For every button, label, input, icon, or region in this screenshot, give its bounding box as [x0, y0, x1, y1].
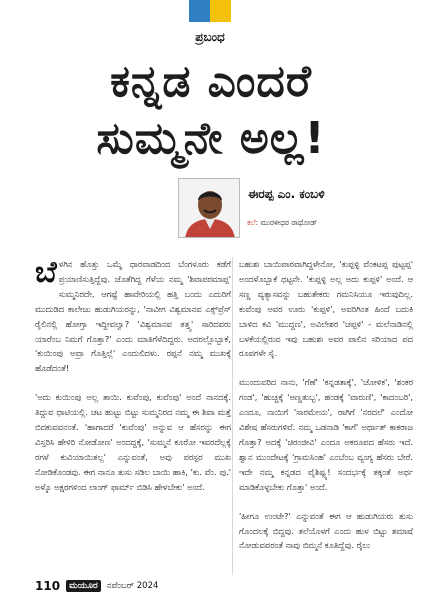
drop-cap: ಬೆ [35, 257, 57, 290]
author-portrait-icon [179, 179, 240, 238]
column-divider [232, 257, 233, 575]
paragraph: ಬಹುಶಃ ಬಾಯಿಪಾಠವಾಗಿದ್ದಳೇನೋ, 'ಕುಪ್ಪಳ್ಳಿ ವೆಂಕಟಪ್ಪ ಪುಟ್ಟಪ್ಪ' ಅಂದಳೊಬ್ಬಾಕೆ ಥಟ್ಟನೇ. 'ಕುಪ್ಪಳ್ಳಿ ಅಲ್ಲ ಅದು ಕುಪ್ಪಳಿ' ಅಂದೆ. ಆ ಸಣ್ಣ ವ್ಯತ್ಯಾಸವನ್ನು ಬಹುತೇಕರು ಗಮನಿಸಿಯೂ ಇರುವುದಿಲ್ಲ. ಕುವೆಂಪು ಅವರ ಊರು 'ಕುಪ್ಪಳಿ', ಅವರಿಗಿಂತ ಹಿಂದೆ ಬದುಕಿ ಬಾಳಿದ ಕವಿ 'ಮುದ್ದಣ', ಅವಿಲೇಶರ 'ಚಪ್ಪಳಿ' - ಮಲೆನಾಡಿನಲ್ಲಿ ಬಳಕೆಯಲ್ಲಿರುವ ಇವು ಬಹುಶಃ ಅವರ ಪಾಲಿನ ಸರಿಯಾದ ಪದ ರೂಪಗಳೇ ಸೈ. [239, 259, 413, 359]
page-number: 110 [35, 579, 61, 593]
paragraph-text: ಳಗಿನ ಹೊತ್ತು ಒಮ್ಮೆ ಧಾರವಾಡದಿಂದ ಬೆಂಗಳೂರು ಕಡೆಗೆ ಪ್ರಯಾಣಿಸುತ್ತಿದ್ದೆವು. ಜೊತೆಗಿದ್ದ ಗೆಳೆಯ ನಮ್ಮ 'ಶಿವಾಪರಮಾಪ್ಪ' ಸುಮ್ಮನಿರದೇ, ಆಗಷ್ಟೆ ಹಾವೇರಿಯಲ್ಲಿ ಹತ್ತಿ ಬಂದು ಎದುರಿಗೆ ಮುದುಡಿದ ಕಾಲೇಜು ಹುಡುಗಿಯರನ್ನು, 'ನಾವೀಗ ವಿಶ್ವಮಾನವ ಎಕ್ಸ್‌ಪ್ರೆಸ್ ರೈಲಿನಲ್ಲಿ ಹೋಗ್ತಾ ಇದ್ದೀವಲ್ವಾ? 'ವಿಶ್ವಮಾನವ ತತ್ತ್ವ' ಸಾರಿದವರು ಯಾರೆಂಬ ನಿಮಗೆ ಗೊತ್ತಾ?' ಎಂದು ಮಾತಿಗೆಳೆದಿದ್ದರು. ಅದರಲ್ಲೊಬ್ಬಾಕೆ, 'ಕುಯಿಂಪು ಅವ್ರಾ ಗೊತ್ತಿಲ್ಲೆ' ಎಂದುಲಿದಳು. ರಪ್ಪನೆ ನಮ್ಮ ಮುಖಕ್ಕೆ ಹೊಡೆದಂತೆ! [35, 259, 231, 374]
author-photo [178, 178, 240, 238]
paragraph [35, 257, 231, 376]
paragraph: 'ಅದು ಕುಯಿಂಪು ಅಲ್ಲ ತಾಯಿ. ಕುವೆಂಪು, ಕುವೆಂಪು' ಅಂದೆ ನಾನದಕ್ಕೆ. ತಿದ್ದುವ ಧಾಟಿಯಲ್ಲಿ. ಚಟ ಹುಟ್ಟು ಬಿಟ್ಟು ಸುಮ್ಮನಿರದ ನಮ್ಮ ಈ ಶಿವಾ ಮತ್ತೆ ಬಿದಕುವವನಂತೆ. 'ಹಾಗಾದರೆ 'ಕುವೆಂಪು' ಅನ್ನುವ ಆ ಹೆಸರನ್ನು ಈಗ ವಿಸ್ತರಿಸಿ ಹೇಳಿರಿ ನೋಡೋಣ' ಅಂದದ್ದಕ್ಕೆ, 'ಸುಮ್ಮನೆ ಕೂರೋ ಇವರದೆಲ್ಲಕ್ಕೆ ರಗಳೆ ಕುವಿಯಾಯಿತಲ್ಲ' ಎನ್ನುವಂತೆ, ಅವು ಪರಸ್ಪರ ಮುಖ ನೋಡಿಕೊಂಡವು. ಈಗ ನಾನೂ ತುಸು ಸಡಿಲ ಬಾಯಿ ಹಾಕಿ, 'ಕು. ವೆಂ. ಪು.' ಅಳ್ಕೊ ಅಕ್ಷರಗಳಿಂದ ಲಾಂಗ್ ಫಾರ್ಮ್ ಬಿಡಿಸಿ ಹೇಳಬೇಕು' ಅಂದೆ. [35, 392, 231, 492]
illustration-label: ಕಲೆ: [247, 218, 259, 227]
headline-line-1: ಕನ್ನಡ ಎಂದರೆ [110, 56, 312, 107]
badge-yellow-block [210, 0, 231, 22]
paragraph: ಮುಂದುವರಿದ ನಾನು, 'ಗೆಣೆ' 'ಕನ್ನಡತಾಕ್ಕೆ', 'ಜೋಳಿಕ', 'ಶಂಕರ ಗಂಡ', 'ಹುಚ್ಚಕ್ಕೆ 'ಅಣ್ಣತುಬ್ಬ', ಹಂಡಕ್ಕೆ 'ವಾರುಣಿ', 'ಕಾದಂಬರಿ', ಎಂದೂ, ನಾಯಿಗೆ 'ಸಾರಮೇಯ', ರಾಗಿಗೆ 'ನರದಲೆ' ಎಂದೋ ವಿಶೇಷ ಹೆಸರುಗಳಿವೆ. ನಮ್ಮ ಒಡನಾಡಿ 'ಕಾಗೆ' ಅರ್ಥಾತ್ ಕಾಕರಾಜ ಗೊತ್ತಾ? ಅದಕ್ಕೆ 'ಚಿರಂಜೀವಿ' ಎಂದೂ ಅಕರೂಪದ ಹೆಸರು ಇದೆ. ಶ್ವಾನ ಮುಂದೇಟಕ್ಕೆ 'ಗ್ರಾಮಸಿಂಹ' ಎಂಬೆಂಬ ವ್ಯಂಗ್ಯ ಹೆಸರು ಬೇರೆ. ಇದೇ ನಮ್ಮ ಕನ್ನಡದ ವೈಶಿಷ್ಟ್ಯ! ಸಂದರ್ಭಕ್ಕೆ ತಕ್ಕಂತೆ ಅರ್ಥ ಮಾಡಿಕೊಳ್ಳಬೇಕು ಗೊತ್ತಾ' ಅಂದೆ. [239, 377, 413, 492]
headline-line-2: ಸುಮ್ಮನೇ ಅಲ್ಲ! [96, 113, 326, 164]
article-column-right [239, 257, 413, 575]
article-column-left [35, 257, 231, 575]
paragraph: 'ಹೀಗೂ ಉಂಟೇ?' ಎನ್ನುವಂತೆ ಈಗ ಆ ಹುಡುಗಿಯರು ತುಸು ಗೊಂದಲಕ್ಕೆ ಬಿದ್ದವು. ತಲೆಯೊಳಗೆ ಎಂದು ಹುಳ ಬಿಟ್ಟು ತಮಾಷೆ ನೋಡುವವರಂತೆ ನಾವು ಬಿಮ್ಮನೆ ಕೂತಿದ್ದೆವು. ರೈಲು [239, 510, 413, 551]
illustrator-name: ಮುರಳೀಧರ ರಾಥೋಡ್ [260, 218, 318, 227]
badge-blue-block [189, 0, 210, 22]
magazine-logo: ಮಯೂರ [66, 580, 101, 592]
page-footer [35, 578, 158, 594]
author-name: ಈರಪ್ಪ ಎಂ. ಕಂಬಳಿ [248, 187, 325, 201]
illustration-credit [247, 218, 317, 228]
section-label: ಪ್ರಬಂಧ [195, 30, 225, 44]
issue-date: ನವೆಂಬರ್ 2024 [106, 581, 159, 591]
